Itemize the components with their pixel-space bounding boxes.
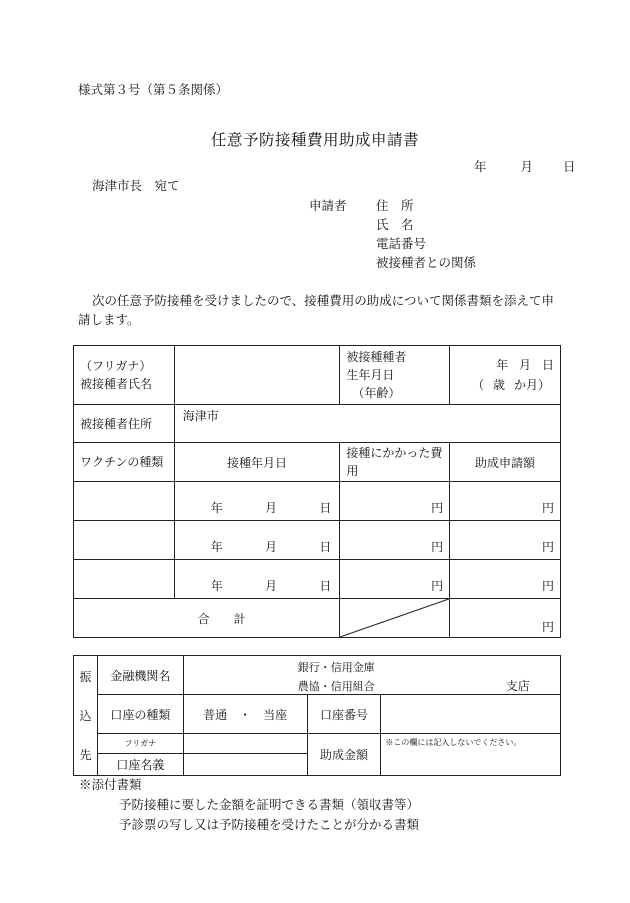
diagonal-line	[340, 599, 449, 637]
age-months: か月）	[513, 378, 550, 392]
applicant-label: 申請者	[309, 198, 347, 213]
bank-transfer-table	[73, 655, 561, 776]
applicant-relation-label: 被接種者との関係	[376, 255, 477, 270]
day-label: 日	[319, 501, 332, 515]
bank-type-line2: 農協・信用組合	[297, 680, 375, 693]
applicant-address-label: 住 所	[376, 198, 414, 213]
vaccine-type-cell[interactable]	[74, 521, 175, 560]
subsidy-request-header: 助成申請額	[450, 443, 561, 482]
date-month-label: 月	[520, 159, 534, 174]
yen-unit: 円	[541, 579, 554, 593]
dob-label-line: 生年月日	[346, 368, 395, 382]
month-label: 月	[265, 579, 278, 593]
total-row	[74, 599, 561, 638]
dob-label-line: （年齢）	[352, 386, 401, 400]
month-label: 月	[265, 501, 278, 515]
account-number-label: 口座番号	[307, 695, 381, 734]
cost-header: 接種にかかった費用	[340, 443, 450, 482]
addressee: 海津市長 宛て	[92, 178, 180, 193]
date-year-label: 年	[474, 159, 487, 174]
year-label: 年	[210, 540, 223, 554]
dob-year: 年	[496, 358, 509, 372]
amount-cell[interactable]	[450, 521, 561, 560]
vaccination-table	[73, 345, 561, 638]
table-row	[74, 482, 561, 521]
yen-unit: 円	[541, 540, 554, 554]
attachments-title: ※添付書類	[79, 777, 142, 792]
amount-cell[interactable]	[450, 482, 561, 521]
table-row	[74, 521, 561, 560]
date-line	[474, 157, 576, 175]
yen-unit: 円	[431, 501, 444, 515]
document-title: 任意予防接種費用助成申請書	[210, 131, 419, 149]
yen-unit: 円	[431, 579, 444, 593]
vaccination-date-cell[interactable]	[174, 521, 340, 560]
name-label: 被接種者氏名	[80, 377, 153, 391]
day-label: 日	[319, 579, 332, 593]
subsidy-amount-label: 助成金額	[307, 734, 381, 776]
applicant-phone-label: 電話番号	[376, 236, 427, 251]
month-label: 月	[265, 540, 278, 554]
year-label: 年	[210, 501, 223, 515]
bank-type-line1: 銀行・信用金庫	[297, 661, 375, 674]
account-name-cell[interactable]	[183, 754, 307, 776]
attachment-item: 予診票の写し又は予防接種を受けたことが分かる書類	[119, 817, 420, 832]
name-furigana-label: （フリガナ）	[80, 359, 152, 373]
age-open: （	[472, 378, 485, 392]
account-type-label: 口座の種類	[97, 695, 183, 734]
bank-name-label: 金融機関名	[97, 656, 183, 695]
total-cost-cell-crossed	[340, 599, 450, 638]
side-char: 振	[79, 670, 92, 684]
bank-name-cell[interactable]	[183, 656, 560, 695]
yen-unit: 円	[541, 501, 554, 515]
vaccination-date-header: 接種年月日	[174, 443, 340, 482]
dob-input-cell[interactable]	[450, 346, 561, 405]
form-number: 様式第３号（第５条関係）	[78, 82, 229, 97]
name-input-cell[interactable]	[174, 346, 340, 405]
total-label: 合 計	[74, 599, 340, 638]
vaccine-type-cell[interactable]	[74, 482, 175, 521]
furigana-input-cell[interactable]	[183, 734, 307, 754]
yen-unit: 円	[431, 540, 444, 554]
branch-label: 支店	[505, 679, 530, 693]
intro-paragraph: 次の任意予防接種を受けましたので、接種費用の助成について関係書類を添えて申請します。	[78, 293, 555, 327]
dob-label-cell	[340, 346, 450, 405]
cost-cell[interactable]	[340, 521, 450, 560]
applicant-name-label: 氏 名	[376, 217, 414, 232]
age-years: 歳	[493, 378, 506, 392]
vaccine-type-header: ワクチンの種類	[74, 443, 175, 482]
total-amount-cell[interactable]	[450, 599, 561, 638]
side-char: 先	[79, 748, 92, 762]
year-label: 年	[210, 579, 223, 593]
transfer-side-label	[74, 656, 98, 776]
name-label-cell	[74, 346, 175, 405]
vaccination-date-cell[interactable]	[174, 482, 340, 521]
account-type-value[interactable]: 普通 ・ 当座	[183, 695, 307, 734]
side-char: 込	[79, 709, 92, 723]
office-note: ※この欄には記入しないでください。	[385, 738, 522, 747]
table-row	[74, 560, 561, 599]
yen-unit: 円	[541, 620, 554, 634]
amount-cell[interactable]	[450, 560, 561, 599]
dob-day: 日	[541, 358, 554, 372]
cost-cell[interactable]	[340, 560, 450, 599]
office-use-cell	[381, 734, 561, 776]
cost-cell[interactable]	[340, 482, 450, 521]
vaccination-date-cell[interactable]	[174, 560, 340, 599]
day-label: 日	[319, 540, 332, 554]
account-name-label: 口座名義	[97, 754, 183, 776]
furigana-label: フリガナ	[97, 734, 183, 754]
address-value: 海津市	[182, 409, 219, 423]
account-number-cell[interactable]	[381, 695, 561, 734]
address-label: 被接種者住所	[74, 405, 175, 443]
dob-month: 月	[519, 358, 532, 372]
address-input-cell[interactable]	[174, 405, 560, 443]
vaccine-type-cell[interactable]	[74, 560, 175, 599]
date-day-label: 日	[563, 159, 576, 174]
dob-label-line: 被接種種者	[346, 350, 407, 364]
attachment-item: 予防接種に要した金額を証明できる書類（領収書等）	[119, 797, 420, 812]
